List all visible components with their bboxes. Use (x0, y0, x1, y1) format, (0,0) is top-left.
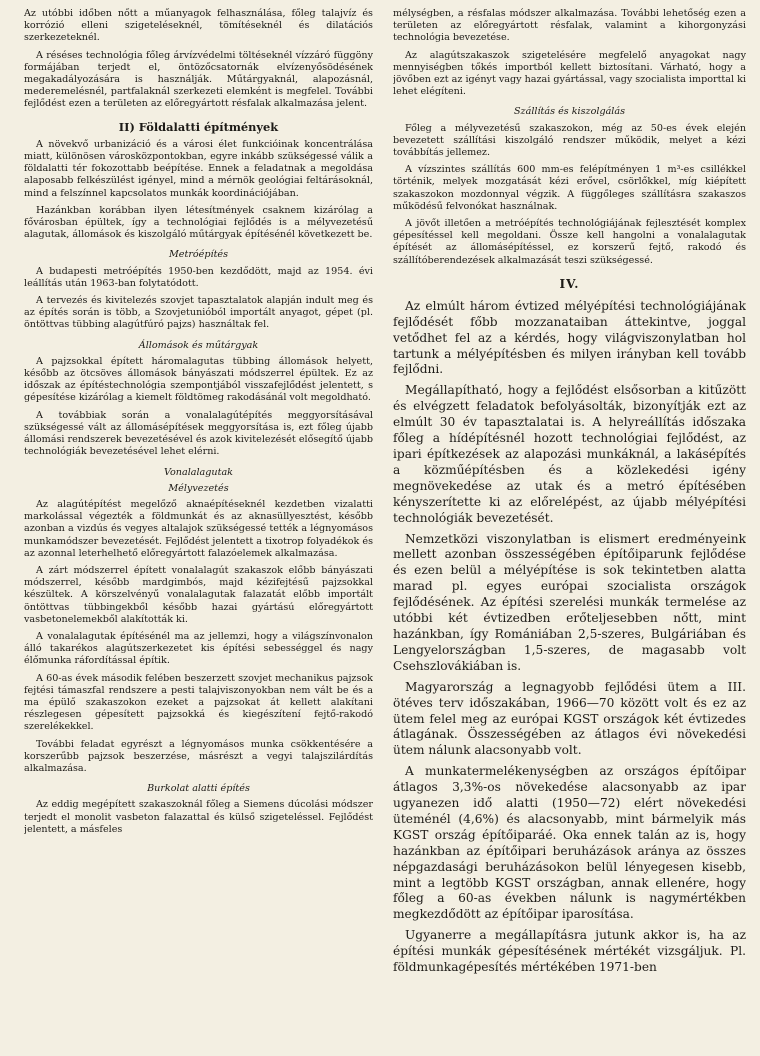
paragraph: További feladat egyrészt a légnyomásos munka csökkentésére a korszerűbb pajzsok beszerzése, másrészt a vegyi talajszilárdítás alkalmazása. (24, 738, 373, 774)
paragraph: A tervezés és kivitelezés szovjet tapasztalatok alapján indult meg és az építés során is több, a Szovjetunióból importált anyagot, gépet (pl. öntöttvas tübbing alagútfúró pajzs) használtak fel. (24, 295, 373, 331)
subheading: Mélyvezetés (168, 482, 229, 494)
paragraph: Az alagútszakaszok szigetelésére megfelelő anyagokat nagy mennyiségben tőkés importból kellett biztosítani. Várható, hogy a jövőben ezt az igényt vagy hazai gyártással, vagy szocialista importtal ki lehet elégíteni. (393, 49, 746, 98)
paragraph: A továbbiak során a vonalalagútépítés meggyorsításával szükségessé vált az állomásépítések meggyorsítása is, ezt főleg újabb állomási rendszerek bevezetésével és azok kivitelezését elősegítő újabb technológiák bevezetésével lehet elérni. (24, 409, 373, 458)
paragraph: Megállapítható, hogy a fejlődést elsősorban a kitűzött és elvégzett feladatok befolyásolták, bizonyítják ezt az elmúlt 30 év tapasztalatai is. A helyreállítás időszaka főleg a hídépítésnél hozott technológiai fejlődést, az ipari építkezések az alapozási munkáknál, a lakásépítés a közműépítésben és a közlekedési igény megnövekedése az utak és a metró építésében kényszerítette ki az előrelépést, az újabb mélyépítési technológiák bevezetését. (393, 383, 746, 525)
right-top-block (393, 8, 746, 267)
paragraph: Az elmúlt három évtized mélyépítési technológiájának fejlődését főbb mozzanataiban áttekintve, joggal vetődhet fel az a kérdés, hogy világviszonylatban hol tartunk a mélyépítésben és milyen irányban kell tovább fejlődni. (393, 298, 746, 377)
left-column (24, 8, 373, 1056)
paragraph: Hazánkban korábban ilyen létesítmények csaknem kizárólag a fővárosban épültek, így a technológiai fejlődés is a mélyvezetésű alagutak, állomások és kiszolgáló műtárgyak építésénél következett be. (24, 204, 373, 241)
paragraph: mélységben, a résfalas módszer alkalmazása. További lehetőség ezen a területen az előregyártott résfalak, valamint a kihorgonyzási technológia bevezetése. (393, 8, 746, 44)
paragraph: A munkatermelékenységben az országos építőipar átlagos 3,3%-os növekedése alacsonyabb az ipar ugyanezen idő alatti (1950—72) elért növekedési üteménél (4,6%) és alacsonyabb, mint bármelyik más KGST ország építőiparáé. Oka ennek talán az is, hogy hazánkban az építőipari beruházások aránya az összes népgazdasági beruházásokon belül lényegesen kisebb, mint a legtöbb KGST országban, annak ellenére, hogy főleg a 60-as években nálunk is nagymértékben megkezdődött az építőipar iparosítása. (393, 764, 746, 922)
paragraph: Magyarország a legnagyobb fejlődési ütem a III. ötéves terv időszakában, 1966—70 között volt és ez az ütem felel meg az európai KGST országok két évtizedes átlagának. Összességében az átlagos évi növekedési ütem nálunk alacsonyabb volt. (393, 679, 746, 758)
paragraph: Az alagútépítést megelőző aknaépítéseknél kezdetben vizalatti markolással végezték a földmunkát és az aknasüllyesztést, később azonban a vizdús és vegyes altalajok szükségessé tették a légnyomásos munkamódszer bevezetését. Fejlődést jelentett a tixotrop folyadékok és az azonnal leterhelhető előregyártott falazóelemek alkalmazása. (24, 498, 373, 559)
paragraph: A jövőt illetően a metróépítés technológiájának fejlesztését komplex gépesítéssel kell megoldani. Össze kell hangolni a vonalalagutak építését az állomásépítéssel, ez korszerű fejtő, rakodó és szállítóberendezések alkalmazását teszi szükségessé. (393, 218, 746, 266)
section-heading: II) Földalatti építmények (118, 119, 279, 134)
paragraph: A zárt módszerrel épített vonalalagút szakaszok előbb bányászati módszerrel, később mardgimbós, majd kézifejtésű pajzsokkal készültek. A körszelvényű vonalalagutak falazatát előbb importált öntöttvas tübbingekből később hazai gyártású előregyártott vasbetonelemekből alakították ki. (24, 564, 373, 625)
right-column (393, 8, 746, 1056)
paragraph: A pajzsokkal épített háromalagutas tübbing állomások helyett, később az ötcsöves állomások bányászati módszerrel épültek. Ez az időszak az építéstechnológia szempontjából visszafejlődést jelentett, s gépesítése kizárólag a kiemelt földtömeg rakodásánál volt megoldható. (24, 355, 373, 404)
paragraph: A növekvő urbanizáció és a városi élet funkcióinak koncentrálása miatt, különösen városközpontokban, egyre inkább szükségessé válik a földalatti tér fokozottabb beépítése. Ennek a feladatnak a megoldása alaposabb felkészülést igényel, mind a mérnök geológiai feltárásoknál, mind a felszínnel kapcsolatos munkák koordinációjában. (24, 138, 373, 199)
paragraph: A budapesti metróépítés 1950-ben kezdődött, majd az 1954. évi leállítás után 1963-ban folytatódott. (24, 265, 373, 289)
paragraph: Ugyanerre a megállapításra jutunk akkor is, ha az építési munkák gépesítésének mértékét vizsgáljuk. Pl. földmunkagépesítés mértékében 1971-ben (393, 928, 746, 975)
paragraph: A réséses technológia főleg árvízvédelmi töltéseknél vízzáró függöny formájában terjedt el, öntözőcsatornák elvízenyősödésének megakadályozására is használják. Műtárgyaknál, alapozásnál, mederemelésnél, partfalaknál szerkezeti elemként is megfelel. További fejlődést ezen a területen az előregyártott résfalak alkalmazása jelent. (24, 49, 373, 110)
section-heading: IV. (559, 276, 580, 291)
subheading: Állomások és műtárgyak (138, 339, 259, 351)
paragraph: Az utóbbi időben nőtt a műanyagok felhasználása, főleg talajvíz és korrózió elleni szigeteléseknél, tömítéseknél és dilatációs szerkezeteknél. (24, 8, 373, 44)
paragraph: A vízszintes szállítás 600 mm-es felépítményen 1 m³-es csillékkel történik, melyek mozgatását kézi erővel, csörlőkkel, míg kiépített szakaszokon mozdonnyal végzik. A függőleges szállításra szakaszos működésű felvonókat használnak. (393, 164, 746, 212)
subheading: Szállítás és kiszolgálás (513, 106, 626, 118)
paragraph: A vonalalagutak építésénél ma az jellemzi, hogy a világszínvonalon álló takarékos alagútszerkezetet kis építési sebességgel és nagy élőmunka ráfordítással építik. (24, 630, 373, 667)
subheading: Metróépítés (168, 249, 229, 261)
subheading: Vonalalagutak (163, 466, 233, 478)
right-bottom-block (393, 299, 746, 976)
paragraph: Főleg a mélyvezetésű szakaszokon, még az 50-es évek elején bevezetett szállítási kiszolgáló rendszer működik, melyet a kézi továbbítás jellemez. (393, 122, 746, 159)
paragraph: Nemzetközi viszonylatban is elismert eredményeink mellett azonban összességében építőiparunk fejlődése és ezen belül a mélyépítése is sok tekintetben alatta marad pl. egyes európai szocialista országok fejlődésének. Az építési szerelési munkák termelése az utóbbi két évtizedben erőteljesebben nőtt, mint hazánkban, így Romániában 2,5-szeres, Bulgáriában és Lengyelországban 1,5-szeres, de magasabb volt Csehszlovákiában is. (393, 531, 746, 673)
paragraph: A 60-as évek második felében beszerzett szovjet mechanikus pajzsok fejtési támaszfal rendszere a pesti talajviszonyokban nem vált be és a ma épülő szakaszokon ezeket a pajzsokat át kellett alakítani részlegesen gépesített pajzsokká és kiegészítení fejtő-rakodó szerelékekkel. (24, 672, 373, 733)
subheading: Burkolat alatti építés (147, 783, 250, 795)
paragraph: Az eddig megépített szakaszoknál főleg a Siemens dúcolási módszer terjedt el monolit vasbeton falazattal és külső szigeteléssel. Fejlődést jelentett, a másfeles (24, 799, 373, 835)
